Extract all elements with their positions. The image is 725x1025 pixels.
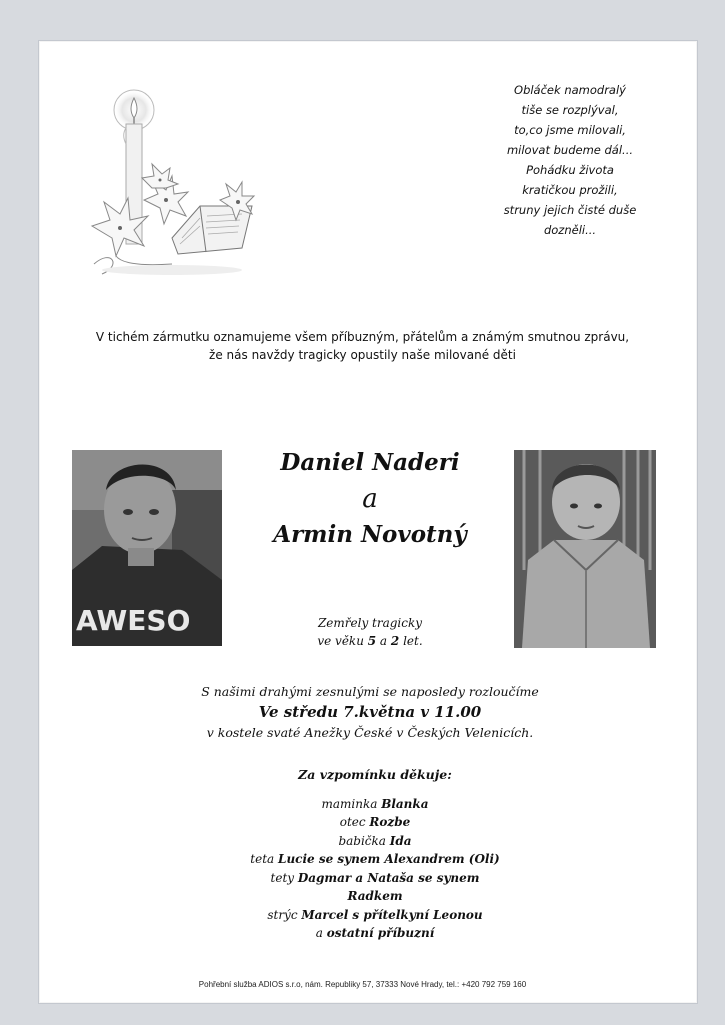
funeral-line: S našimi drahými zesnulými se naposledy rozloučíme bbox=[201, 684, 539, 699]
relative-name: Radkem bbox=[347, 889, 403, 903]
relation: tety bbox=[270, 870, 298, 885]
poem-line: to,co jsme milovali, bbox=[514, 123, 626, 137]
thanks-row bbox=[190, 813, 560, 832]
relative-name: Ida bbox=[389, 833, 412, 848]
relation: otec bbox=[339, 815, 370, 829]
poem-line: kratičkou prožili, bbox=[522, 183, 618, 197]
age-daniel: 5 bbox=[367, 634, 377, 648]
funeral-date: Ve středu 7.května v 11.00 bbox=[258, 703, 482, 721]
funeral-service-footer: Pohřební služba ADIOS s.r.o, nám. Republiky 57, 37333 Nové Hrady, tel.: +420 792 759 160 bbox=[198, 980, 527, 989]
name-daniel: Daniel Naderi bbox=[280, 449, 460, 476]
funeral-place: v kostele svaté Anežky České v Českých Velenicích. bbox=[206, 725, 534, 740]
relative-name: Lucie se synem Alexandrem (Oli) bbox=[278, 852, 500, 866]
death-line-1: Zemřely tragicky bbox=[317, 616, 423, 630]
announcement-line-1: V tichém zármutku oznamujeme všem příbuzným, přátelům a známým smutnou zprávu, bbox=[95, 330, 630, 344]
child-portrait-image bbox=[72, 450, 222, 646]
relation: a bbox=[315, 926, 327, 940]
poem-line: tiše se rozplýval, bbox=[521, 103, 619, 117]
relative-name: Dagmar a Nataša se synem bbox=[297, 870, 480, 885]
poem-line: dozněli... bbox=[543, 223, 597, 237]
funeral-info bbox=[120, 682, 620, 742]
age-suffix: let. bbox=[399, 634, 423, 648]
relative-name: ostatní příbuzní bbox=[326, 926, 435, 940]
poem-line: milovat budeme dál... bbox=[506, 143, 634, 157]
thanks-row bbox=[190, 832, 560, 851]
thanks-row bbox=[190, 869, 560, 888]
age-prefix: ve věku bbox=[317, 634, 368, 648]
relation: maminka bbox=[321, 796, 382, 811]
poem-line: Pohádku života bbox=[526, 163, 614, 177]
photo-daniel bbox=[72, 450, 222, 646]
thanks-row bbox=[190, 850, 560, 869]
thanks-row bbox=[190, 906, 560, 925]
poem-line: struny jejich čisté duše bbox=[503, 203, 637, 217]
relative-name: Rozbe bbox=[369, 815, 411, 829]
shirt-print: AWESO bbox=[76, 604, 191, 637]
candle-lilies-book-emblem bbox=[82, 88, 262, 278]
announcement-text bbox=[60, 328, 665, 364]
poem bbox=[470, 80, 670, 240]
relation: teta bbox=[250, 852, 279, 866]
age-conjunction: a bbox=[376, 634, 391, 648]
relation: babička bbox=[338, 833, 390, 848]
thanks-heading: Za vzpomínku děkuje: bbox=[298, 767, 452, 782]
death-line-2 bbox=[260, 632, 480, 650]
death-info bbox=[260, 614, 480, 650]
relative-name: Blanka bbox=[381, 796, 429, 811]
names-conjunction: a bbox=[362, 484, 378, 514]
thanks-section bbox=[190, 766, 560, 943]
relation: strýc bbox=[267, 907, 302, 922]
announcement-line-2: že nás navždy tragicky opustily naše milované děti bbox=[209, 348, 516, 362]
age-armin: 2 bbox=[390, 634, 400, 648]
thanks-row bbox=[190, 795, 560, 814]
thanks-row bbox=[190, 887, 560, 906]
relative-name: Marcel s přítelkyní Leonou bbox=[301, 907, 483, 922]
deceased-names bbox=[230, 448, 510, 550]
photo-armin bbox=[514, 450, 656, 648]
name-armin: Armin Novotný bbox=[273, 521, 467, 548]
child-portrait-image bbox=[514, 450, 656, 648]
thanks-row bbox=[190, 924, 560, 943]
poem-line: Obláček namodralý bbox=[514, 83, 626, 97]
